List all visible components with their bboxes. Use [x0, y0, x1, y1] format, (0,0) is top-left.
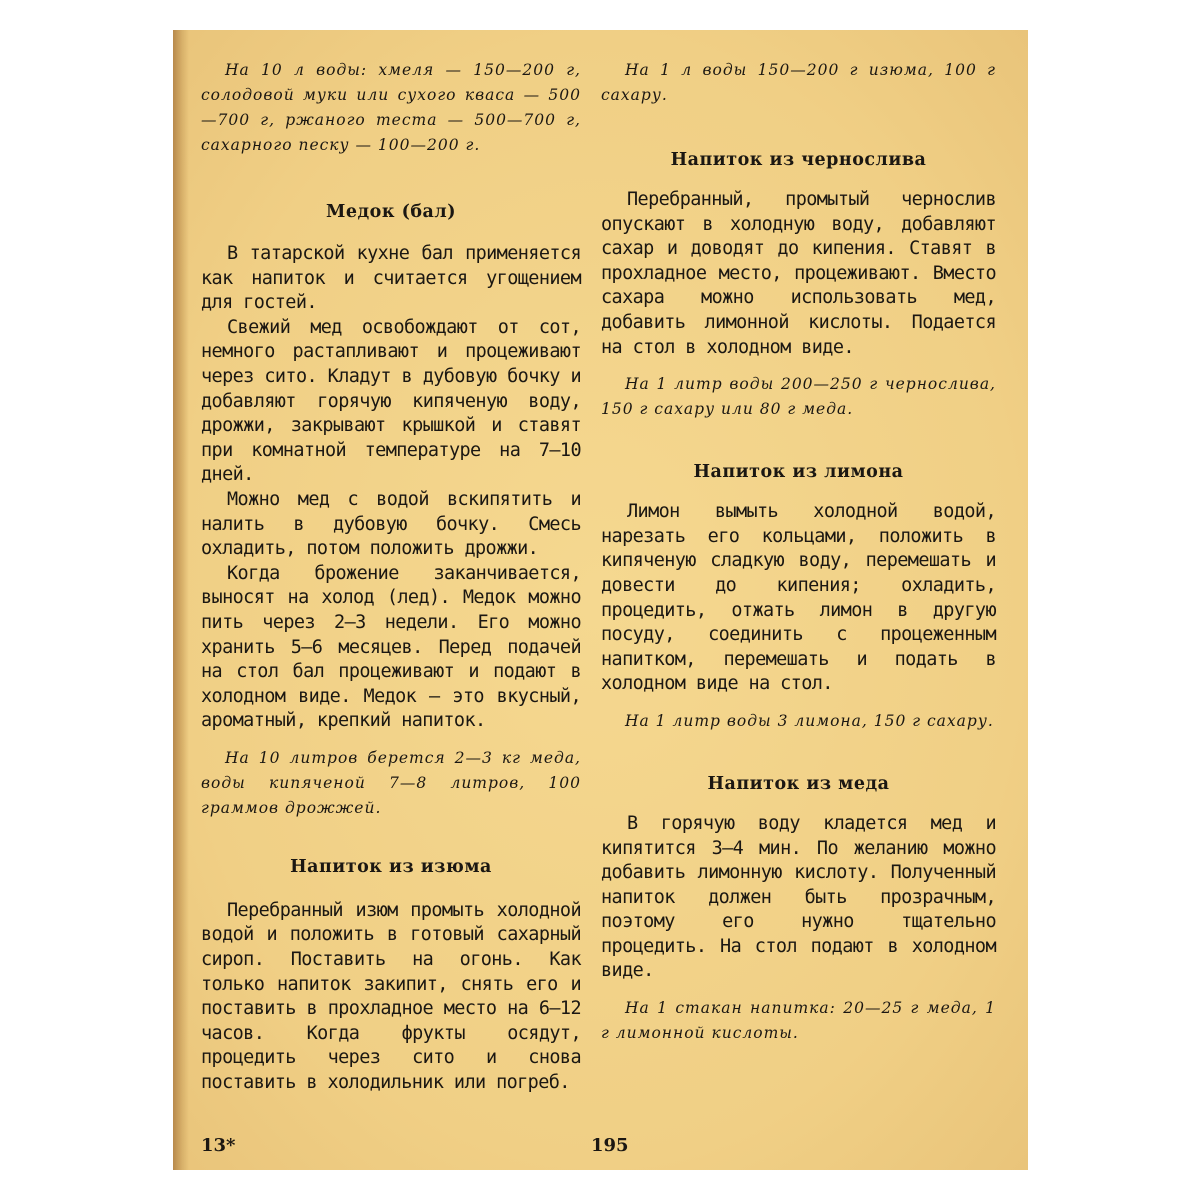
recipe-paragraph: В горячую воду кладется мед и кипятится 3—4 мин. По желанию можно добавить лимонную кислоту. Полученный напиток должен быть прозрачным, поэтому его нужно тщательно процедить. На стол подают в холодном виде. [601, 812, 996, 982]
recipe-title: Напиток из чернослива [670, 150, 927, 170]
book-page [173, 30, 1028, 1170]
ingredients-note: На 1 литр воды 3 лимона, 150 г сахару. [625, 711, 994, 730]
recipe-paragraph: Можно мед с водой вскипятить и налить в дубовую бочку. Смесь охладить, потом положить дрожжи. [201, 488, 581, 560]
recipe-paragraph: Свежий мед освобождают от сот, немного растапливают и процеживают через сито. Кладут в дубовую бочку и добавляют горячую кипяченую воду, дрожжи, закрывают крышкой и ставят при комнатной температуре на 7—10 дней. [201, 316, 581, 486]
ingredients-note: На 1 стакан напитка: 20—25 г меда, 1 г лимонной кислоты. [601, 999, 996, 1043]
recipe-title: Напиток из лимона [693, 462, 904, 483]
left-column [201, 58, 581, 1096]
signature-mark: 13* [201, 1135, 236, 1156]
ingredients-note: На 1 л воды 150—200 г изюма, 100 г сахару. [601, 61, 996, 104]
recipe-title: Медок (бал) [326, 202, 456, 222]
recipe-paragraph: Перебранный изюм промыть холодной водой и положить в готовый сахарный сироп. Поставить на огонь. Как только напиток закипит, снять его и поставить в прохладное место на 6—12 часов. Когда фрукты осядут, процедить через сито и снова поставить в холодильник или погреб. [201, 899, 581, 1094]
recipe-paragraph: В татарской кухне бал применяется как напиток и считается угощением для гостей. [201, 243, 581, 314]
recipe-paragraph: Перебранный, промытый чернослив опускают в холодную воду, добавляют сахар и доводят до кипения. Ставят в прохладное место, процеживают. Вместо сахара можно использовать мед, добавить лимонной кислоты. Подается на стол в холодном виде. [601, 189, 996, 358]
page-spine-shadow [173, 30, 189, 1170]
ingredients-note: На 10 л воды: хмеля — 150—200 г, солодовой муки или сухого кваса — 500—700 г, ржаного теста — 500—700 г, сахарного песку — 100—200 г. [201, 61, 581, 154]
recipe-paragraph: Лимон вымыть холодной водой, нарезать его кольцами, положить в кипяченую сладкую воду, перемешать и довести до кипения; охладить, процедить, отжать лимон в другую посуду, соединить с процеженным напитком, перемешать и подать в холодном виде на стол. [601, 501, 996, 695]
right-column [601, 58, 996, 1046]
page-number: 195 [591, 1135, 629, 1156]
recipe-paragraph: Когда брожение заканчивается, выносят на холод (лед). Медок можно пить через 2—3 недели. Его можно хранить 5—6 месяцев. Перед подачей на стол бал процеживают и подают в холодном виде. Медок — это вкусный, ароматный, крепкий напиток. [201, 562, 581, 732]
ingredients-note: На 1 литр воды 200—250 г чернослива, 150 г сахару или 80 г меда. [601, 375, 996, 419]
recipe-title: Напиток из меда [707, 773, 890, 794]
recipe-title: Напиток из изюма [290, 856, 492, 877]
ingredients-note: На 10 литров берется 2—3 кг меда, воды кипяченой 7—8 литров, 100 граммов дрожжей. [201, 748, 581, 817]
